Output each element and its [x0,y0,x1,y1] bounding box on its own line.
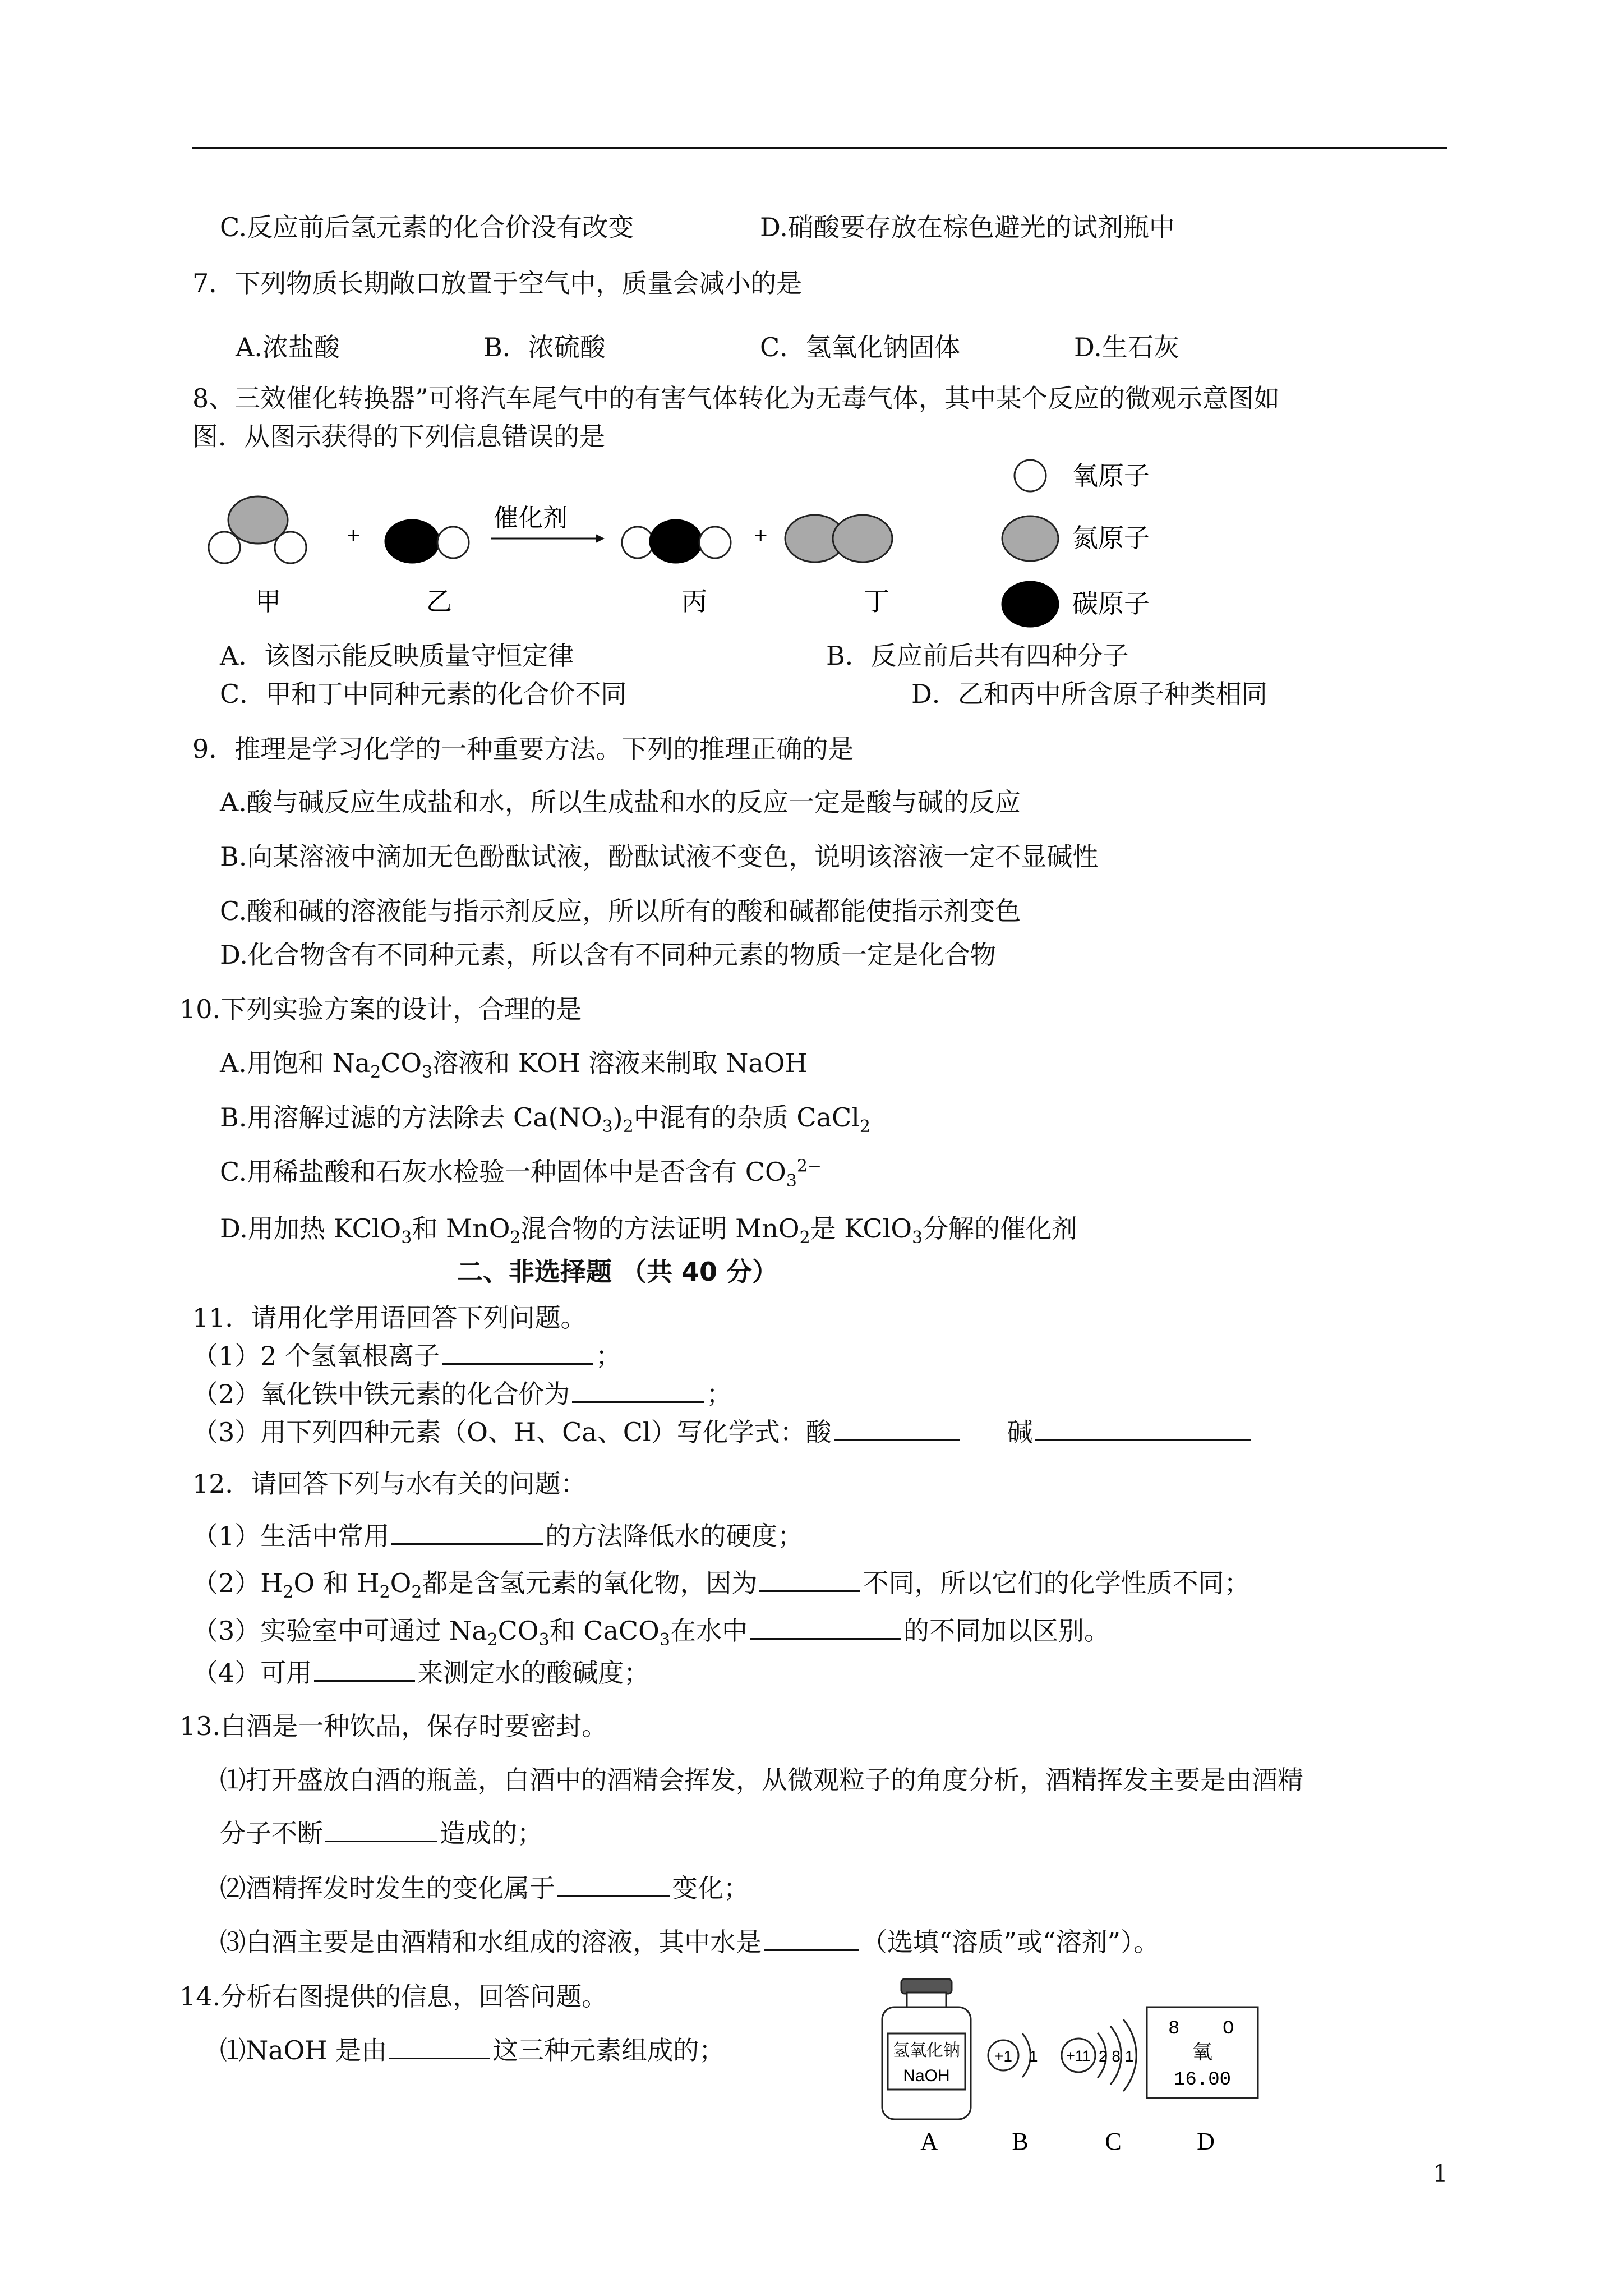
section-heading: 二、非选择题 （共 40 分） [457,1257,778,1287]
q8-option-a: A．该图示能反映质量守恒定律 [220,641,574,671]
answer-blank[interactable] [314,1658,415,1682]
legend-carbon-swatch [1002,582,1058,627]
plus-sign: + [347,522,361,548]
carbon-atom [650,520,702,563]
molecule-jia [209,496,306,563]
legend-carbon-label: 碳原子 [1072,588,1150,619]
page-number: 1 [1433,2160,1448,2187]
q12-part1: （1）生活中常用 的方法降低水的硬度； [192,1521,804,1551]
q12-part2: $(2)H_2O$ 和 $H_2O_2$都是含氢元素的氧化物，因为 不同，所以它们的化学性质不同； [192,1568,1250,1603]
atomic-mass: 16.00 [1173,2069,1232,2091]
bottle-neck [907,1993,946,2008]
answer-blank[interactable] [764,1927,859,1951]
q8-option-c: C．甲和丁中同种元素的化合价不同 [220,679,627,709]
bottle-label-name: 氢氧化钠 [893,2041,960,2060]
figure-label-d: D [1197,2128,1215,2155]
q12-part3: （3）实验室中可通过 $Na_2CO_3$和 CaCO$_3$在水中 的不同加以区别。 [192,1616,1110,1650]
nucleus-b-charge: +1 [994,2047,1012,2065]
q11-part3: （3）用下列四种元素（O、H、Ca、Cl）写化学式：酸 碱 [192,1417,1253,1448]
molecule-yi [385,520,469,563]
atom-structure-c [1062,2019,1136,2091]
q9-option-d: D.化合物含有不同种元素，所以含有不同种元素的物质一定是化合物 [220,940,996,970]
figure-label-a: A [920,2128,938,2155]
q14-stem: 14.分析右图提供的信息，回答问题。 [179,1981,608,2012]
oxygen-atom [622,527,653,558]
figure-label-b: B [1012,2128,1029,2155]
answer-blank[interactable] [750,1616,901,1640]
answer-blank[interactable] [442,1341,593,1365]
label-ding: 丁 [864,586,889,616]
q14-part1: ⑴NaOH 是由 这三种元素组成的； [220,2035,725,2065]
legend-oxygen-label: 氧原子 [1072,461,1150,491]
atom-structure-b [988,2033,1038,2077]
q10-stem: 10.下列实验方案的设计，合理的是 [179,994,582,1024]
answer-blank[interactable] [389,2035,490,2059]
q7-option-d: D.生石灰 [1074,332,1179,362]
q6-option-d: D.硝酸要存放在棕色避光的试剂瓶中 [760,212,1175,242]
reaction-diagram [191,443,1256,628]
carbon-atom [385,520,439,563]
answer-blank[interactable] [759,1568,860,1592]
label-yi: 乙 [426,586,452,616]
answer-blank[interactable] [572,1379,704,1403]
label-jia: 甲 [255,586,281,616]
q13-part1b: 分子不断 造成的； [220,1818,543,1848]
q9-option-a: A.酸与碱反应生成盐和水，所以生成盐和水的反应一定是酸与碱的反应 [220,787,1021,817]
q14-figure [872,1975,1265,2160]
q7-option-b: B．浓硫酸 [483,332,606,362]
q10-option-b: B.用溶解过滤的方法除去 $Ca(NO_3)_2$中混有的杂质 CaCl$_2$ [220,1102,870,1137]
q8-option-b: B．反应前后共有四种分子 [826,641,1129,671]
label-bing: 丙 [681,586,707,616]
q9-stem: 9．推理是学习化学的一种重要方法。下列的推理正确的是 [192,734,854,764]
element-name: 氧 [1192,2041,1213,2064]
q9-option-c: C.酸和碱的溶液能与指示剂反应，所以所有的酸和碱都能使指示剂变色 [220,896,1021,926]
bottle-stopper [901,1979,952,1994]
nucleus-c-charge: +11 [1066,2047,1091,2064]
element-symbol: O [1223,2018,1234,2040]
shell-c-electrons: 2 8 1 [1099,2047,1134,2065]
q11-stem: 11．请用化学用语回答下列问题。 [192,1303,587,1333]
q11-part2: （2）氧化铁中铁元素的化合价为 ； [192,1379,732,1409]
oxygen-atom [699,527,731,558]
answer-blank[interactable] [557,1873,670,1897]
q14-figure-svg [872,1975,1265,2160]
nitrogen-atom [833,515,892,562]
legend-nitrogen-swatch [1002,516,1058,561]
answer-blank[interactable] [391,1521,543,1545]
legend-oxygen-swatch [1015,460,1046,491]
q12-stem: 12．请回答下列与水有关的问题： [192,1469,587,1499]
bottle-label-formula: NaOH [903,2067,950,2085]
molecule-bing [622,520,731,563]
shell-b-electrons: 1 [1029,2047,1038,2065]
q13-part1a: ⑴打开盛放白酒的瓶盖，白酒中的酒精会挥发，从微观粒子的角度分析，酒精挥发主要是由酒精 [220,1765,1303,1795]
q8-stem-line2: 图．从图示获得的下列信息错误的是 [192,421,605,452]
q10-option-d: D.用加热 KClO$_3$和 MnO$_2$混合物的方法证明 MnO$_2$是 KClO$_3$分解的催化剂 [220,1213,1078,1248]
reagent-bottle-icon [882,1979,971,2119]
q10-option-a: A.用饱和 $Na_2CO_3$溶液和 KOH 溶液来制取 NaOH [220,1048,808,1083]
atomic-number: 8 [1168,2018,1180,2040]
periodic-cell [1147,2007,1258,2098]
q13-part2: ⑵酒精挥发时发生的变化属于 变化； [220,1873,749,1903]
catalyst-label: 催化剂 [494,504,568,532]
oxygen-atom [275,532,306,563]
answer-blank[interactable] [1035,1417,1251,1441]
q8-option-d: D．乙和丙中所含原子种类相同 [911,679,1267,709]
reaction-diagram-svg [191,443,1256,628]
oxygen-atom [209,532,240,563]
answer-blank[interactable] [834,1417,960,1441]
legend-nitrogen-label: 氮原子 [1072,523,1150,553]
answer-blank[interactable] [325,1818,437,1842]
q7-option-a: A.浓盐酸 [236,332,340,362]
q8-stem-line1: 8、三效催化转换器”可将汽车尾气中的有害气体转化为无毒气体，其中某个反应的微观示意图如 [192,383,1280,413]
diagram-legend [1002,460,1150,627]
q11-part1: （1）2 个氢氧根离子 ； [192,1341,622,1371]
q13-part3: ⑶白酒主要是由酒精和水组成的溶液，其中水是 （选填“溶质”或“溶剂”）。 [220,1927,1160,1957]
q7-stem: 7．下列物质长期敞口放置于空气中，质量会减小的是 [192,268,803,298]
plus-sign: + [754,522,768,548]
figure-label-c: C [1105,2128,1122,2155]
q12-part4: （4）可用 来测定水的酸碱度； [192,1658,650,1688]
q7-option-c: C．氢氧化钠固体 [760,332,961,362]
q9-option-b: B.向某溶液中滴加无色酚酞试液，酚酞试液不变色，说明该溶液一定不显碱性 [220,841,1099,872]
molecule-ding [785,515,892,562]
oxygen-atom [437,527,469,558]
arrow-head [596,534,605,543]
q10-option-c: C.用稀盐酸和石灰水检验一种固体中是否含有 $CO_3^{2-}$ [220,1156,822,1191]
q6-option-c: C.反应前后氢元素的化合价没有改变 [220,212,634,242]
header-rule [192,147,1447,149]
q13-stem: 13.白酒是一种饮品，保存时要密封。 [179,1711,608,1741]
